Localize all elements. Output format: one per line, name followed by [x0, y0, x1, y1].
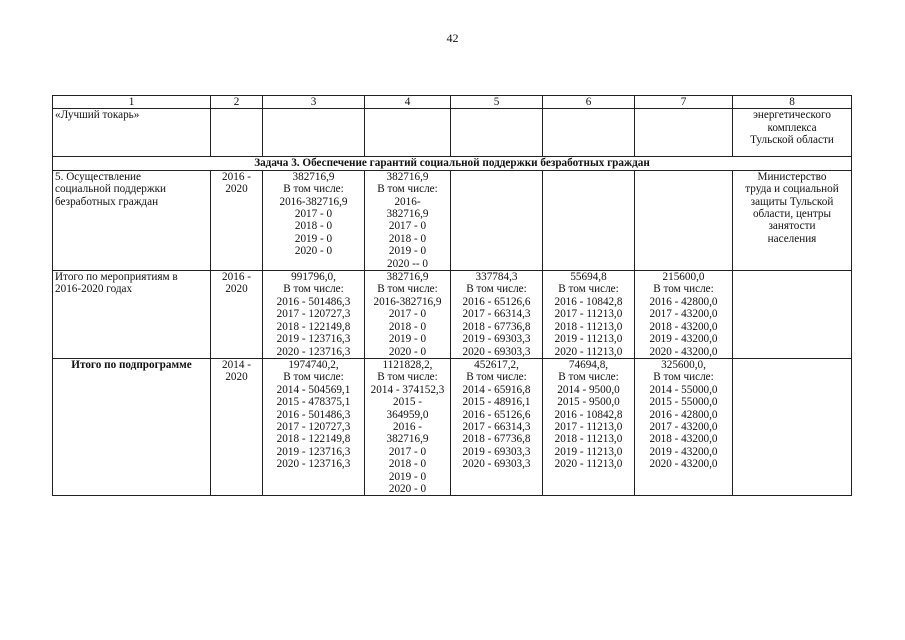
cell-line: 1121828,2, [382, 358, 433, 371]
cell-line: 2014 - 504569,1 [276, 383, 351, 396]
cell-line: 2019 - 69303,3 [462, 333, 531, 346]
cell-executor [733, 109, 852, 157]
cell-line: 2016- [394, 195, 421, 208]
cell-line: 2016 - 42800,0 [649, 408, 718, 421]
cell-line: 2017 - 43200,0 [649, 308, 718, 321]
cell-line: 2020 - 69303,3 [462, 345, 531, 358]
cell-line: 2017 - 11213,0 [554, 420, 623, 433]
cell-line: 2017 - 0 [388, 445, 427, 458]
cell-other [635, 109, 733, 157]
cell-line: 2017 - 120727,3 [276, 420, 351, 433]
cell-line: 364959,0 [386, 408, 429, 421]
cell-line: 2017 - 0 [294, 208, 333, 221]
cell-line: социальной поддержки [55, 183, 167, 196]
cell-line: 2020 [225, 183, 248, 196]
cell-line: Итого по подпрограмме [71, 358, 192, 371]
cell-total [263, 358, 365, 495]
program-table [52, 95, 852, 496]
cell-line: 2016 - 65126,6 [462, 295, 531, 308]
cell-measure-name [53, 358, 211, 495]
cell-executor [733, 170, 852, 270]
cell-line: 2014 - 55000,0 [649, 383, 718, 396]
cell-line: 2017 - 120727,3 [276, 308, 351, 321]
table-row [53, 109, 852, 157]
cell-line: 991796,0, [291, 271, 336, 284]
cell-line: 2017 - 66314,3 [462, 420, 531, 433]
cell-line: В том числе: [283, 371, 344, 384]
cell-line: В том числе: [653, 371, 714, 384]
cell-line: 2018 - 0 [388, 232, 427, 245]
cell-line: 2017 - 43200,0 [649, 420, 718, 433]
cell-period [211, 170, 263, 270]
cell-line: 2015 - 55000,0 [649, 396, 718, 409]
cell-other [635, 358, 733, 495]
cell-other [635, 271, 733, 359]
cell-line: 2020 - 11213,0 [554, 345, 623, 358]
cell-line: 337784,3 [475, 271, 518, 284]
cell-line: 2014 - 374152,3 [370, 383, 445, 396]
header-col-5: 5 [451, 96, 543, 109]
cell-local [543, 170, 635, 270]
cell-line: Министерство [757, 170, 827, 183]
cell-line: 2017 - 11213,0 [554, 308, 623, 321]
cell-line: 2018 - 0 [388, 458, 427, 471]
cell-line: 2020 - 0 [294, 245, 333, 258]
cell-line: 215600,0 [662, 271, 705, 284]
cell-local [543, 271, 635, 359]
cell-line: В том числе: [377, 283, 438, 296]
table-row [53, 271, 852, 359]
table-row [53, 358, 852, 495]
cell-line: 2017 - 66314,3 [462, 308, 531, 321]
cell-line: 2018 - 122149,8 [276, 320, 351, 333]
cell-line: 2020 -- 0 [386, 257, 428, 270]
cell-line: 2015 - 48916,1 [462, 396, 531, 409]
cell-line: 2018 - 11213,0 [554, 433, 623, 446]
cell-line: 2018 - 11213,0 [554, 320, 623, 333]
header-col-2: 2 [211, 96, 263, 109]
cell-line: энергетического [753, 109, 831, 122]
cell-line: 2020 - 43200,0 [649, 458, 718, 471]
cell-line: 2019 - 0 [388, 470, 427, 483]
cell-line: 2018 - 0 [294, 220, 333, 233]
cell-line: 2018 - 67736,8 [462, 433, 531, 446]
cell-federal [365, 358, 451, 495]
cell-line: 2018 - 67736,8 [462, 320, 531, 333]
cell-line: В том числе: [283, 183, 344, 196]
cell-line: 2015 - 478375,1 [276, 396, 351, 409]
cell-period [211, 109, 263, 157]
cell-regional [451, 358, 543, 495]
cell-period [211, 358, 263, 495]
cell-line: безработных граждан [55, 195, 159, 208]
cell-line: 325600,0, [661, 358, 706, 371]
cell-line: В том числе: [283, 283, 344, 296]
cell-line: населения [767, 232, 817, 245]
cell-line: 2016-382716,9 [373, 295, 442, 308]
cell-line: занятости [768, 220, 816, 233]
cell-line: 382716,9 [386, 208, 429, 221]
cell-line: 2016 - [222, 271, 251, 284]
cell-line: 2016 - [222, 170, 251, 183]
cell-line: «Лучший токарь» [55, 109, 140, 122]
header-row [53, 96, 852, 109]
cell-line: 2014 - [222, 358, 251, 371]
cell-measure-name [53, 271, 211, 359]
cell-line: 2018 - 43200,0 [649, 433, 718, 446]
cell-line: 2019 - 69303,3 [462, 445, 531, 458]
cell-line: 2016 - 501486,3 [276, 408, 351, 421]
cell-line: В том числе: [466, 283, 527, 296]
task-row [53, 157, 852, 170]
cell-line: труда и социальной [745, 183, 839, 196]
cell-line: 2016 - 10842,8 [554, 295, 623, 308]
cell-line: 382716,9 [292, 170, 335, 183]
header-col-6: 6 [543, 96, 635, 109]
cell-line: В том числе: [558, 283, 619, 296]
cell-line: 382716,9 [386, 433, 429, 446]
cell-line: 1974740,2, [288, 358, 339, 371]
cell-line: В том числе: [653, 283, 714, 296]
cell-line: 2020 - 43200,0 [649, 345, 718, 358]
cell-local [543, 358, 635, 495]
cell-line: 2016-2020 годах [55, 283, 133, 296]
header-col-4: 4 [365, 96, 451, 109]
page-number: 42 [446, 31, 459, 45]
cell-line: 2019 - 11213,0 [554, 445, 623, 458]
cell-line: 2020 - 69303,3 [462, 458, 531, 471]
cell-line: 2019 - 0 [388, 245, 427, 258]
cell-line: В том числе: [377, 371, 438, 384]
cell-local [543, 109, 635, 157]
cell-executor [733, 271, 852, 359]
cell-line: 2015 - 9500,0 [557, 396, 620, 409]
cell-line: В том числе: [377, 183, 438, 196]
cell-line: 2019 - 11213,0 [554, 333, 623, 346]
cell-line: области, центры [752, 208, 832, 221]
cell-line: 2016 - 42800,0 [649, 295, 718, 308]
cell-regional [451, 271, 543, 359]
cell-line: 2020 [225, 283, 248, 296]
cell-line: В том числе: [466, 371, 527, 384]
cell-line: Итого по мероприятиям в [55, 271, 178, 284]
cell-line: 2020 - 0 [388, 345, 427, 358]
cell-line: 2020 - 123716,3 [276, 458, 351, 471]
cell-line: 2016 - 65126,6 [462, 408, 531, 421]
cell-total [263, 170, 365, 270]
task-title: Задача 3. Обеспечение гарантий социальной поддержки безработных граждан [53, 157, 852, 170]
cell-line: 2019 - 0 [294, 232, 333, 245]
cell-line: 2018 - 43200,0 [649, 320, 718, 333]
cell-federal [365, 109, 451, 157]
header-col-8: 8 [733, 96, 852, 109]
cell-line: 74694,8, [568, 358, 609, 371]
cell-line: 2019 - 43200,0 [649, 445, 718, 458]
cell-line: 5. Осуществление [55, 170, 142, 183]
cell-line: 2016 - 501486,3 [276, 295, 351, 308]
cell-measure-name [53, 109, 211, 157]
cell-line: В том числе: [558, 371, 619, 384]
cell-line: 2019 - 43200,0 [649, 333, 718, 346]
cell-line: комплекса [767, 121, 817, 134]
cell-line: 2020 - 11213,0 [554, 458, 623, 471]
cell-line: 2017 - 0 [388, 308, 427, 321]
cell-line: 2016 - [393, 420, 422, 433]
cell-total [263, 109, 365, 157]
cell-federal [365, 271, 451, 359]
cell-line: 2020 - 123716,3 [276, 345, 351, 358]
cell-other [635, 170, 733, 270]
cell-regional [451, 170, 543, 270]
cell-line: 2018 - 0 [388, 320, 427, 333]
cell-line: 2016-382716,9 [279, 195, 348, 208]
cell-line: 2015 - [393, 396, 422, 409]
cell-line: 382716,9 [386, 170, 429, 183]
cell-measure-name [53, 170, 211, 270]
cell-line: 2020 [225, 371, 248, 384]
cell-period [211, 271, 263, 359]
cell-regional [451, 109, 543, 157]
table-row [53, 170, 852, 270]
cell-line: 382716,9 [386, 271, 429, 284]
cell-federal [365, 170, 451, 270]
header-col-1: 1 [53, 96, 211, 109]
header-col-3: 3 [263, 96, 365, 109]
cell-line: защиты Тульской [750, 195, 834, 208]
cell-line: 2019 - 123716,3 [276, 333, 351, 346]
cell-line: 452617,2, [474, 358, 519, 371]
cell-total [263, 271, 365, 359]
cell-executor [733, 358, 852, 495]
cell-line: 2014 - 65916,8 [462, 383, 531, 396]
cell-line: 55694,8 [570, 271, 607, 284]
header-col-7: 7 [635, 96, 733, 109]
cell-line: 2016 - 10842,8 [554, 408, 623, 421]
cell-line: 2019 - 0 [388, 333, 427, 346]
cell-line: 2018 - 122149,8 [276, 433, 351, 446]
cell-line: 2017 - 0 [388, 220, 427, 233]
cell-line: 2020 - 0 [388, 482, 427, 495]
cell-line: 2019 - 123716,3 [276, 445, 351, 458]
cell-line: 2014 - 9500,0 [557, 383, 620, 396]
cell-line: Тульской области [750, 134, 834, 147]
